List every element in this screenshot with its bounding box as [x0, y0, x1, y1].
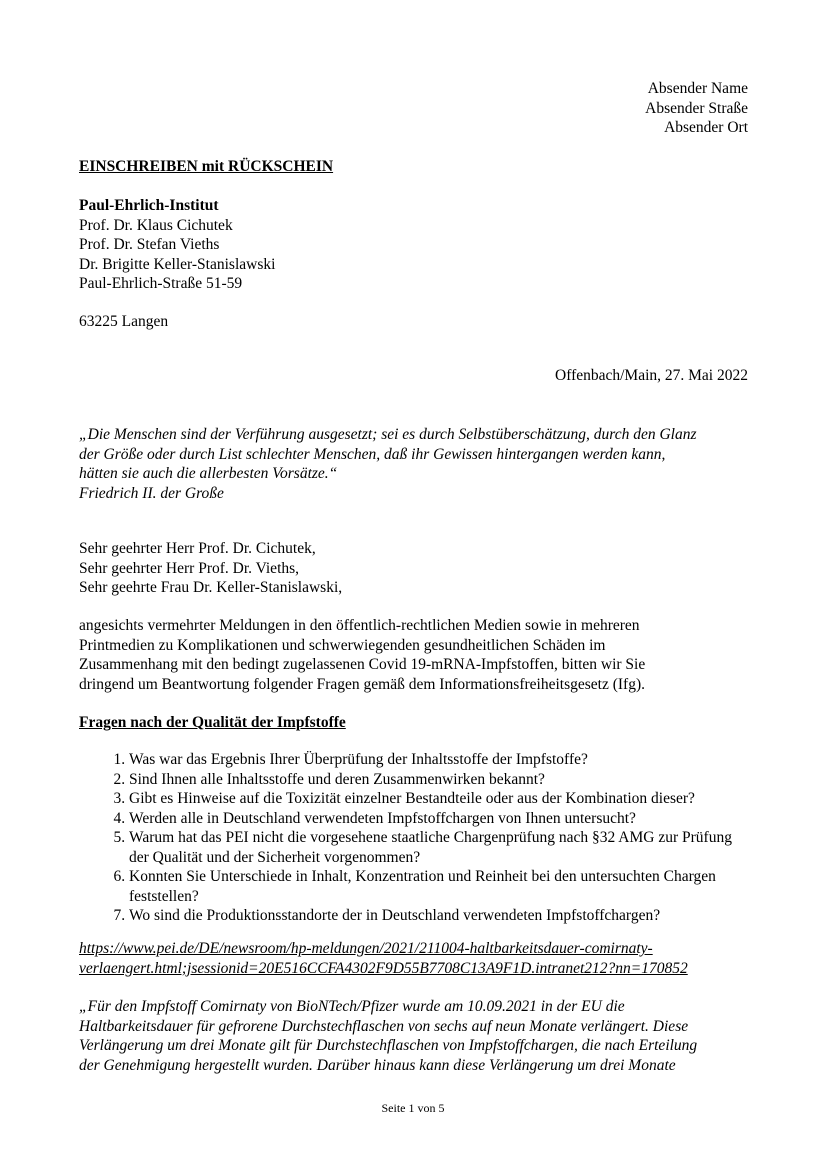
quote-line: hätten sie auch die allerbesten Vorsätze.“	[79, 465, 338, 482]
place-date: Offenbach/Main, 27. Mai 2022	[555, 367, 748, 384]
question-item: 2. Sind Ihnen alle Inhaltsstoffe und deren Zusammenwirken bekannt?	[129, 770, 749, 790]
recipient-address	[79, 196, 749, 294]
intro-paragraph	[79, 616, 749, 694]
salutation-line: Sehr geehrter Herr Prof. Dr. Cichutek,	[79, 540, 316, 557]
citation-line: Haltbarkeitsdauer für gefrorene Durchstechflaschen von sechs auf neun Monate verlängert. Diese	[79, 1017, 689, 1035]
salutation	[79, 539, 749, 598]
question-item: 7. Wo sind die Produktionsstandorte der in Deutschland verwendeten Impfstoffchargen?	[129, 906, 749, 926]
source-link-line[interactable]: verlaengert.html;jsessionid=20E516CCFA4302F9D55B7708C13A9F1D.intranet212?nn=170852	[79, 959, 688, 977]
sender-city: Absender Ort	[664, 119, 748, 136]
intro-line: Zusammenhang mit den bedingt zugelassenen Covid 19-mRNA-Impfstoffen, bitten wir Sie	[79, 656, 646, 673]
recipient-line: Dr. Brigitte Keller-Stanislawski	[79, 255, 276, 273]
citation	[79, 997, 749, 1075]
quote-line: der Größe oder durch List schlechter Menschen, daß ihr Gewissen hintergangen werden kann,	[79, 445, 666, 463]
recipient-institution: Paul-Ehrlich-Institut	[79, 197, 219, 214]
citation-line: Verlängerung um drei Monate gilt für Durchstechflaschen von Impfstoffchargen, die nach Erteilung	[79, 1037, 698, 1054]
question-item: 3. Gibt es Hinweise auf die Toxizität einzelner Bestandteile oder aus der Kombination dieser?	[129, 789, 749, 809]
section-heading: Fragen nach der Qualität der Impfstoffe	[79, 714, 346, 731]
recipient-postal: 63225 Langen	[79, 313, 169, 330]
sender-address	[645, 79, 748, 138]
salutation-line: Sehr geehrter Herr Prof. Dr. Vieths,	[79, 559, 300, 577]
citation-line: „Für den Impfstoff Comirnaty von BioNTech/Pfizer wurde am 10.09.2021 in der EU die	[79, 998, 625, 1015]
recipient-line: Paul-Ehrlich-Straße 51-59	[79, 275, 243, 292]
recipient-line: Prof. Dr. Klaus Cichutek	[79, 216, 233, 234]
question-item: 4. Werden alle in Deutschland verwendeten Impfstoffchargen von Ihnen untersucht?	[129, 809, 749, 829]
question-item: 1. Was war das Ergebnis Ihrer Überprüfung der Inhaltsstoffe der Impfstoffe?	[129, 750, 749, 770]
sender-street: Absender Straße	[645, 99, 748, 117]
quote-author: Friedrich II. der Große	[79, 484, 224, 502]
recipient-line: Prof. Dr. Stefan Vieths	[79, 236, 220, 253]
page-number: Seite 1 von 5	[381, 1101, 445, 1115]
questions-list	[79, 750, 749, 926]
delivery-note: EINSCHREIBEN mit RÜCKSCHEIN	[79, 158, 334, 175]
quote-line: „Die Menschen sind der Verführung ausgesetzt; sei es durch Selbstüberschätzung, durch den Glanz	[79, 426, 697, 443]
source-link[interactable]	[79, 939, 749, 978]
source-link-line[interactable]: https://www.pei.de/DE/newsroom/hp-meldungen/2021/211004-haltbarkeitsdauer-comirnaty-	[79, 940, 653, 957]
sender-name: Absender Name	[647, 80, 748, 97]
citation-line: der Genehmigung hergestellt wurden. Darüber hinaus kann diese Verlängerung um drei Monate	[79, 1056, 676, 1074]
question-item: 6. Konnten Sie Unterschiede in Inhalt, Konzentration und Reinheit bei den untersuchten Chargen feststellen?	[129, 867, 749, 906]
salutation-line: Sehr geehrte Frau Dr. Keller-Stanislawski,	[79, 579, 343, 596]
quote	[79, 425, 749, 503]
intro-line: angesichts vermehrter Meldungen in den öffentlich-rechtlichen Medien sowie in mehreren	[79, 617, 640, 634]
intro-line: dringend um Beantwortung folgender Fragen gemäß dem Informationsfreiheitsgesetz (Ifg).	[79, 675, 645, 693]
question-item: 5. Warum hat das PEI nicht die vorgesehene staatliche Chargenprüfung nach §32 AMG zur Prüfung der Qualität und der Sicherheit vorgenommen?	[129, 828, 749, 867]
intro-line: Printmedien zu Komplikationen und schwerwiegenden gesundheitlichen Schäden im	[79, 636, 606, 654]
